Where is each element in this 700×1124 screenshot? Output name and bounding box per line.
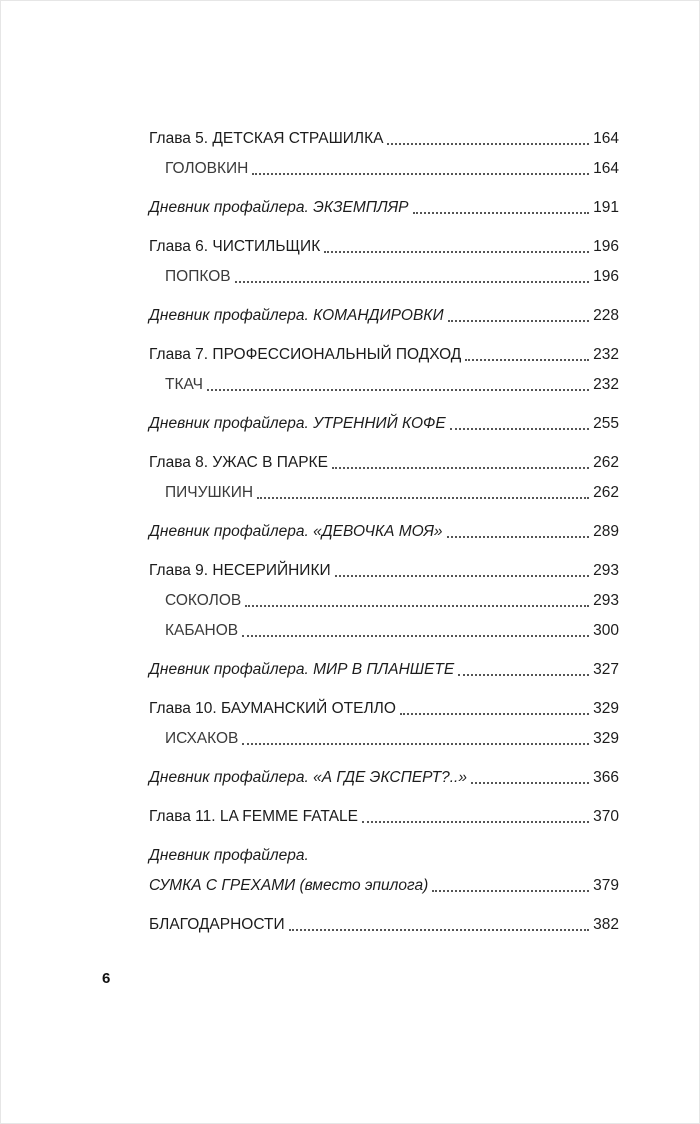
- toc-prefix: Глава 7.: [149, 346, 213, 363]
- toc-prefix: Глава 11.: [149, 808, 220, 825]
- toc-entry-diary-exemplar: [149, 197, 619, 219]
- toc-title: ПИЧУШКИН: [165, 484, 254, 501]
- toc-title: «ДЕВОЧКА МОЯ»: [313, 523, 443, 540]
- toc-prefix: Глава 10.: [149, 700, 222, 717]
- toc-prefix: Дневник профайлера.: [149, 847, 309, 864]
- toc-page-number: 164: [593, 130, 619, 147]
- toc-page-number: 379: [593, 877, 619, 894]
- dot-leader: [235, 281, 590, 283]
- toc-prefix: Дневник профайлера.: [149, 769, 314, 786]
- toc-entry-diary-morning-coffee: [149, 413, 619, 435]
- toc-page-number: 191: [593, 199, 619, 216]
- dot-leader: [465, 359, 589, 361]
- toc-prefix: Дневник профайлера.: [149, 199, 314, 216]
- toc-prefix: Глава 6.: [149, 238, 213, 255]
- folio-page-number: 6: [102, 970, 111, 987]
- dot-leader: [242, 635, 589, 637]
- toc-page-number: 366: [593, 769, 619, 786]
- toc-page-number: 228: [593, 307, 619, 324]
- toc-title: СУМКА С ГРЕХАМИ (вместо эпилога): [149, 877, 429, 894]
- toc-entry-diary-mir-v-planshete: [149, 659, 619, 681]
- toc-prefix: Дневник профайлера.: [149, 523, 314, 540]
- dot-leader: [252, 173, 589, 175]
- toc-title: ИСХАКОВ: [165, 730, 239, 747]
- toc-title: МИР В ПЛАНШЕТЕ: [313, 661, 455, 678]
- toc-entry-diary-heading: [149, 845, 619, 867]
- toc-page-number: 327: [593, 661, 619, 678]
- toc-page-number: 370: [593, 808, 619, 825]
- toc-title: КАБАНОВ: [165, 622, 239, 639]
- toc-entry-diary-a-gde-ekspert: [149, 767, 619, 789]
- toc-page-number: 289: [593, 523, 619, 540]
- dot-leader: [324, 251, 589, 253]
- toc-page-number: 262: [593, 454, 619, 471]
- toc-entry-tkach: [149, 374, 619, 396]
- dot-leader: [332, 467, 589, 469]
- toc-title: УЖАС В ПАРКЕ: [212, 454, 328, 471]
- toc-title: БАУМАНСКИЙ ОТЕЛЛО: [221, 700, 396, 717]
- toc-prefix: Глава 8.: [149, 454, 213, 471]
- toc-title: «А ГДЕ ЭКСПЕРТ?..»: [313, 769, 467, 786]
- toc-page-number: 262: [593, 484, 619, 501]
- dot-leader: [450, 428, 589, 430]
- toc-entry-chapter-8: [149, 452, 619, 474]
- toc-page-number: 164: [593, 160, 619, 177]
- toc-entry-chapter-9: [149, 560, 619, 582]
- toc-page-number: 293: [593, 562, 619, 579]
- table-of-contents: [149, 128, 619, 936]
- toc-title: ЧИСТИЛЬЩИК: [212, 238, 321, 255]
- dot-leader: [471, 782, 589, 784]
- dot-leader: [242, 743, 589, 745]
- toc-entry-iskhakov: [149, 728, 619, 750]
- toc-page-number: 329: [593, 730, 619, 747]
- toc-title: ТКАЧ: [165, 376, 203, 393]
- toc-title: СОКОЛОВ: [165, 592, 242, 609]
- toc-title: ДЕТСКАЯ СТРАШИЛКА: [212, 130, 384, 147]
- dot-leader: [448, 320, 590, 322]
- toc-entry-acknowledgements: [149, 914, 619, 936]
- toc-page-number: 300: [593, 622, 619, 639]
- toc-prefix: Глава 9.: [149, 562, 213, 579]
- toc-title: НЕСЕРИЙНИКИ: [212, 562, 331, 579]
- toc-page-number: 293: [593, 592, 619, 609]
- toc-prefix: Глава 5.: [149, 130, 213, 147]
- toc-page-number: 255: [593, 415, 619, 432]
- toc-page-number: 196: [593, 268, 619, 285]
- toc-title: БЛАГОДАРНОСТИ: [149, 916, 285, 933]
- dot-leader: [458, 674, 589, 676]
- toc-page-number: 232: [593, 346, 619, 363]
- toc-entry-chapter-5: [149, 128, 619, 150]
- toc-entry-sokolov: [149, 590, 619, 612]
- toc-prefix: Дневник профайлера.: [149, 415, 314, 432]
- toc-page-number: 382: [593, 916, 619, 933]
- toc-title: ЭКЗЕМПЛЯР: [313, 199, 409, 216]
- toc-title: ГОЛОВКИН: [165, 160, 249, 177]
- toc-title: LA FEMME FATALE: [219, 808, 358, 825]
- toc-entry-pichushkin: [149, 482, 619, 504]
- toc-prefix: Дневник профайлера.: [149, 307, 314, 324]
- dot-leader: [362, 821, 589, 823]
- toc-entry-kabanov: [149, 620, 619, 642]
- dot-leader: [447, 536, 590, 538]
- toc-title: ПРОФЕССИОНАЛЬНЫЙ ПОДХОД: [212, 346, 462, 363]
- toc-prefix: Дневник профайлера.: [149, 661, 314, 678]
- dot-leader: [400, 713, 589, 715]
- toc-entry-chapter-6: [149, 236, 619, 258]
- toc-page-number: 196: [593, 238, 619, 255]
- toc-title: УТРЕННИЙ КОФЕ: [313, 415, 446, 432]
- dot-leader: [257, 497, 589, 499]
- dot-leader: [289, 929, 589, 931]
- toc-entry-diary-komandirovki: [149, 305, 619, 327]
- toc-entry-chapter-10: [149, 698, 619, 720]
- toc-entry-golovkin: [149, 158, 619, 180]
- toc-entry-popkov: [149, 266, 619, 288]
- toc-page-number: 232: [593, 376, 619, 393]
- dot-leader: [207, 389, 589, 391]
- dot-leader: [432, 890, 589, 892]
- toc-entry-diary-devochka: [149, 521, 619, 543]
- dot-leader: [413, 212, 590, 214]
- dot-leader: [245, 605, 589, 607]
- toc-page-number: 329: [593, 700, 619, 717]
- toc-entry-diary-sumka: [149, 875, 619, 897]
- toc-entry-chapter-7: [149, 344, 619, 366]
- dot-leader: [335, 575, 590, 577]
- toc-title: ПОПКОВ: [165, 268, 231, 285]
- toc-entry-chapter-11: [149, 806, 619, 828]
- dot-leader: [387, 143, 589, 145]
- toc-title: КОМАНДИРОВКИ: [313, 307, 444, 324]
